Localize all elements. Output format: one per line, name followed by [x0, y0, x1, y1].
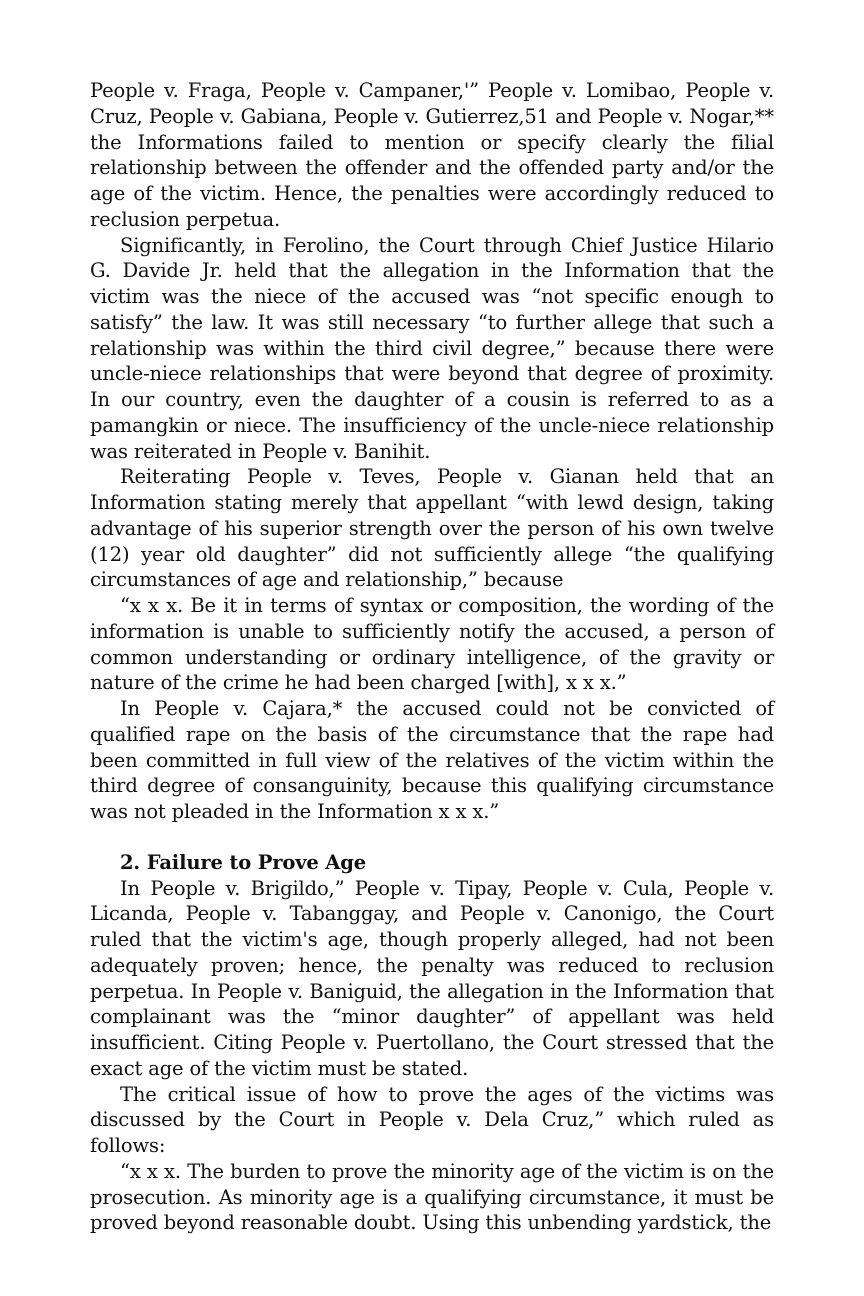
section-heading-failure-to-prove-age: 2. Failure to Prove Age	[120, 850, 367, 874]
document-page	[90, 78, 774, 1236]
paragraph-cajara: In People v. Cajara,* the accused could not be convicted of qualified rape on the basis of the circumstance that the rape had been committed in full view of the relatives of the victim within the third degree of consanguinity, because this qualifying circumstance was not pleaded in the Information x x x.”	[90, 697, 774, 823]
paragraph-quote-burden: “x x x. The burden to prove the minority age of the victim is on the prosecution. As minority age is a qualifying circumstance, it must be proved beyond reasonable doubt. Using this unbending yardstick, the	[90, 1159, 774, 1235]
paragraph-quote-syntax: “x x x. Be it in terms of syntax or composition, the wording of the information is unable to sufficiently notify the accused, a person of common understanding or ordinary intelligence, of the gravity or nature of the crime he had been charged [with], x x x.”	[90, 594, 774, 695]
paragraph-brigildo: In People v. Brigildo,” People v. Tipay, People v. Cula, People v. Licanda, People v. Tabanggay, and People v. Canonigo, the Court ruled that the victim's age, though properly alleged, had not been adequately proven; hence, the penalty was reduced to reclusion perpetua. In People v. Baniguid, the allegation in the Information that complainant was the “minor daughter” of appellant was held insufficient. Citing People v. Puertollano, the Court stressed that the exact age of the victim must be stated.	[90, 876, 774, 1080]
paragraph-ferolino: Significantly, in Ferolino, the Court through Chief Justice Hilario G. Davide Jr. held that the allegation in the Information that the victim was the niece of the accused was “not specific enough to satisfy” the law. It was still necessary “to further allege that such a relationship was within the third civil degree,” because there were uncle-niece relationships that were beyond that degree of proximity. In our country, even the daughter of a cousin is referred to as a pamangkin or niece. The insufficiency of the uncle-niece relationship was reiterated in People v. Banihit.	[90, 233, 774, 463]
paragraph-informations-failed: People v. Fraga, People v. Campaner,'” People v. Lomibao, People v. Cruz, People v. Gabiana, People v. Gutierrez,51 and People v. Nogar,** the Informations failed to mention or specify clearly the filial relationship between the offender and the offended party and/or the age of the victim. Hence, the penalties were accordingly reduced to reclusion perpetua.	[90, 79, 774, 231]
paragraph-gianan: Reiterating People v. Teves, People v. Gianan held that an Information stating merely that appellant “with lewd design, taking advantage of his superior strength over the person of his own twelve (12) year old daughter” did not sufficiently allege “the qualifying circumstances of age and relationship,” because	[90, 465, 774, 592]
paragraph-dela-cruz: The critical issue of how to prove the ages of the victims was discussed by the Court in People v. Dela Cruz,” which ruled as follows:	[90, 1082, 774, 1157]
